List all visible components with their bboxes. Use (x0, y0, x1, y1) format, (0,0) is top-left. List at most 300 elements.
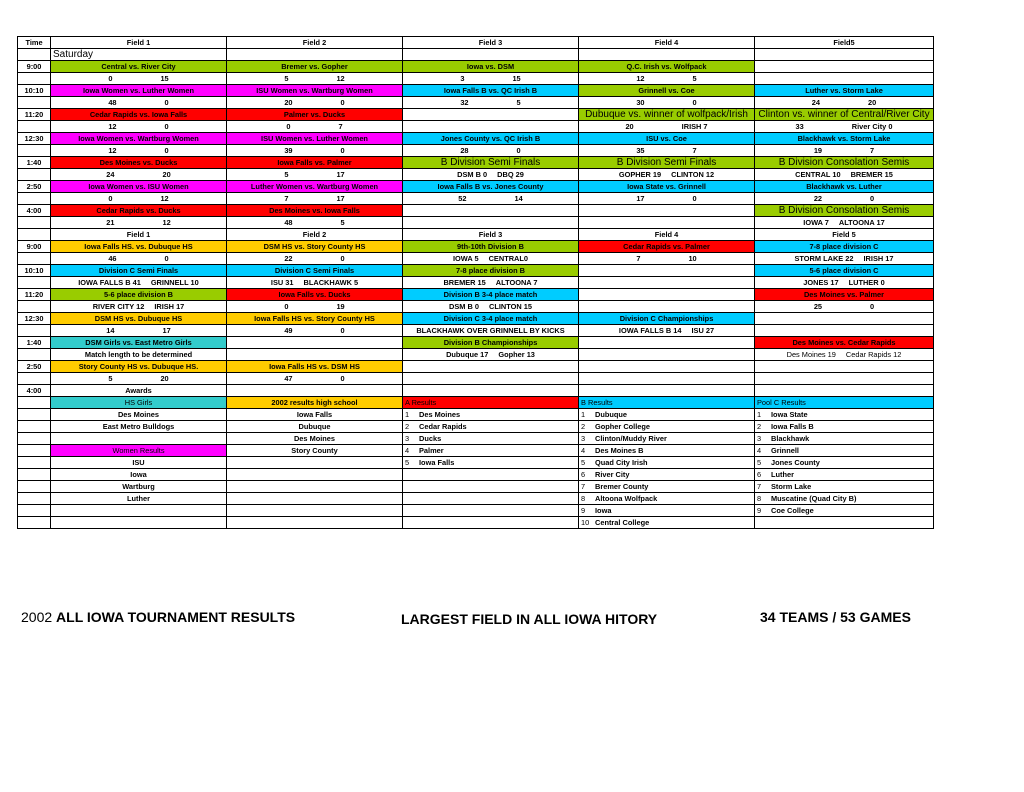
game-cell: Iowa Falls HS vs. DSM HS (227, 361, 403, 373)
time-cell: 11:20 (18, 289, 51, 301)
score-b: BREMER 15 (850, 170, 893, 179)
result-cell: ISU (51, 457, 227, 469)
results-row (18, 493, 934, 505)
score-a: 20 (625, 122, 634, 131)
ranked-result-cell (579, 469, 755, 481)
score-a: DSM B 0 (457, 170, 488, 179)
score-b: 0 (870, 302, 875, 311)
rank-team: Storm Lake (771, 482, 812, 491)
header-cell: Time (18, 37, 51, 49)
result-cell: Des Moines (227, 433, 403, 445)
result-cell: HS Girls (51, 397, 227, 409)
header-cell: Field 2 (227, 37, 403, 49)
score-cell (403, 73, 579, 85)
game-cell: ISU Women vs. Wartburg Women (227, 85, 403, 97)
results-row (18, 505, 934, 517)
score-b: ALTOONA 7 (495, 278, 538, 287)
score-cell (579, 97, 755, 109)
game-cell: DSM HS vs. Dubuque HS (51, 313, 227, 325)
game-cell: Division C Semi Finals (227, 265, 403, 277)
result-cell: Iowa (51, 469, 227, 481)
score-b: 0 (340, 146, 345, 155)
score-b: 7 (870, 146, 875, 155)
game-cell: DSM HS vs. Story County HS (227, 241, 403, 253)
game-cell: Cedar Rapids vs. Ducks (51, 205, 227, 217)
game-cell: DSM Girls vs. East Metro Girls (51, 337, 227, 349)
ranked-result-cell (403, 433, 579, 445)
rank-number: 4 (581, 446, 586, 455)
score-b: 10 (688, 254, 697, 263)
time-cell: 12:30 (18, 313, 51, 325)
time-cell: 2:50 (18, 181, 51, 193)
score-cell (51, 277, 227, 289)
ranked-result-cell (755, 469, 934, 481)
header-cell: Field 4 (579, 229, 755, 241)
score-b: ALTOONA 17 (838, 218, 885, 227)
ranked-result-cell (579, 409, 755, 421)
header-cell: Field 2 (227, 229, 403, 241)
score-b: 0 (164, 254, 169, 263)
ranked-result-cell (403, 505, 579, 517)
game-cell: Iowa Falls vs. Palmer (227, 157, 403, 169)
score-a: 3 (460, 74, 465, 83)
score-b: IRISH 7 (681, 122, 708, 131)
result-cell: Des Moines (51, 409, 227, 421)
rank-number: 2 (581, 422, 586, 431)
score-cell (403, 349, 579, 361)
game-cell: Iowa Falls B vs. QC Irish B (403, 85, 579, 97)
rank-team: Des Moines B (595, 446, 644, 455)
schedule-row (18, 97, 934, 109)
score-cell (579, 193, 755, 205)
result-cell (51, 517, 227, 529)
game-cell (403, 121, 579, 133)
game-cell: Division C Semi Finals (51, 265, 227, 277)
score-cell (51, 325, 227, 337)
score-cell (403, 301, 579, 313)
rank-team: Blackhawk (771, 434, 810, 443)
ranked-result-cell (755, 433, 934, 445)
rank-team: Ducks (419, 434, 442, 443)
footer-right (760, 609, 911, 625)
score-a: 0 (108, 74, 113, 83)
rank-number: 4 (405, 446, 410, 455)
game-cell (755, 361, 934, 373)
rank-number: 2 (405, 422, 410, 431)
score-a: 7 (284, 194, 289, 203)
game-cell: Iowa Falls B vs. Jones County (403, 181, 579, 193)
game-cell: ISU Women vs. Luther Women (227, 133, 403, 145)
score-cell (755, 145, 934, 157)
results-row (18, 481, 934, 493)
score-cell (755, 253, 934, 265)
result-cell (227, 457, 403, 469)
time-cell: 2:50 (18, 361, 51, 373)
score-cell (755, 193, 934, 205)
score-cell (579, 253, 755, 265)
score-b: 0 (164, 98, 169, 107)
rank-number: 5 (581, 458, 586, 467)
score-cell (51, 73, 227, 85)
game-cell: Jones County vs. QC Irish B (403, 133, 579, 145)
game-cell: Awards (51, 385, 227, 397)
score-a: 24 (106, 170, 115, 179)
score-a: 39 (284, 146, 293, 155)
game-cell: Q.C. Irish vs. Wolfpack (579, 61, 755, 73)
score-a: RIVER CITY 12 (92, 302, 145, 311)
game-cell (403, 373, 579, 385)
rank-team: Quad City Irish (595, 458, 648, 467)
rank-team: Gopher College (595, 422, 651, 431)
score-b: 12 (160, 194, 169, 203)
score-a: 52 (458, 194, 467, 203)
result-cell (227, 493, 403, 505)
result-cell: Women Results (51, 445, 227, 457)
game-cell: Division C 3-4 place match (403, 313, 579, 325)
score-b: 0 (692, 194, 697, 203)
schedule-row (18, 253, 934, 265)
score-b: DBQ 29 (497, 170, 524, 179)
score-b: Gopher 13 (498, 350, 535, 359)
score-a: 7 (636, 254, 641, 263)
game-cell: Iowa Falls vs. Ducks (227, 289, 403, 301)
score-b: ISU 27 (691, 326, 715, 335)
score-b: IRISH 17 (863, 254, 894, 263)
score-a: IOWA FALLS B 41 (78, 278, 141, 287)
rank-number: 5 (757, 458, 762, 467)
score-cell (579, 73, 755, 85)
score-a: 12 (108, 122, 117, 131)
score-a: 21 (106, 218, 115, 227)
game-cell: Dubuque vs. winner of wolfpack/Irish (579, 109, 755, 121)
game-cell: Blackhawk vs. Storm Lake (755, 133, 934, 145)
result-cell: Dubuque (227, 421, 403, 433)
ranked-result-cell (403, 517, 579, 529)
time-cell: 9:00 (18, 61, 51, 73)
score-cell (579, 325, 755, 337)
schedule-row (18, 313, 934, 325)
game-cell: Des Moines vs. Iowa Falls (227, 205, 403, 217)
score-a: 5 (108, 374, 113, 383)
rank-team: Luther (771, 470, 794, 479)
score-b: 20 (162, 170, 171, 179)
score-cell (227, 193, 403, 205)
ranked-result-cell (755, 421, 934, 433)
game-cell (403, 205, 579, 217)
score-cell (51, 217, 227, 229)
time-cell: 4:00 (18, 205, 51, 217)
score-b: 0 (692, 98, 697, 107)
game-cell: Cedar Rapids vs. Iowa Falls (51, 109, 227, 121)
game-cell (755, 61, 934, 73)
time-cell (18, 505, 51, 517)
score-b: 12 (336, 74, 345, 83)
ranked-result-cell (403, 457, 579, 469)
score-cell (227, 325, 403, 337)
score-a: IOWA 7 (803, 218, 829, 227)
rank-number: 8 (581, 494, 586, 503)
tournament-schedule-table (17, 36, 934, 529)
result-cell (51, 433, 227, 445)
score-a: ISU 31 (270, 278, 294, 287)
game-cell: Iowa Falls HS. vs. Dubuque HS (51, 241, 227, 253)
score-a: 14 (106, 326, 115, 335)
rank-number: 5 (405, 458, 410, 467)
game-cell: 5-6 place division C (755, 265, 934, 277)
ranked-result-cell (403, 409, 579, 421)
game-cell: Match length to be determined (51, 349, 227, 361)
game-cell: B Division Semi Finals (579, 157, 755, 169)
schedule-row (18, 193, 934, 205)
result-cell (51, 505, 227, 517)
ranked-result-cell (755, 409, 934, 421)
schedule-row (18, 265, 934, 277)
score-a: 46 (108, 254, 117, 263)
score-b: 0 (340, 374, 345, 383)
game-cell: Des Moines vs. Cedar Rapids (755, 337, 934, 349)
empty-cell (227, 49, 403, 61)
game-cell: Iowa Women vs. ISU Women (51, 181, 227, 193)
score-cell (51, 121, 227, 133)
game-cell: Des Moines vs. Palmer (755, 289, 934, 301)
result-cell (227, 481, 403, 493)
rank-team: Cedar Rapids (419, 422, 467, 431)
score-a: 24 (811, 98, 820, 107)
score-a: 32 (460, 98, 469, 107)
time-cell (18, 517, 51, 529)
rank-number: 9 (757, 506, 762, 515)
time-cell (18, 73, 51, 85)
score-a: 28 (460, 146, 469, 155)
rank-team: Coe College (771, 506, 814, 515)
game-cell: Story County HS vs. Dubuque HS. (51, 361, 227, 373)
schedule-row (18, 241, 934, 253)
score-b: River City 0 (851, 122, 893, 131)
score-cell (403, 169, 579, 181)
score-a: IOWA FALLS B 14 (618, 326, 682, 335)
game-cell (755, 325, 934, 337)
score-b: 0 (340, 326, 345, 335)
results-row (18, 469, 934, 481)
rank-team: Des Moines (419, 410, 461, 419)
score-a: JONES 17 (803, 278, 839, 287)
score-a: 19 (813, 146, 823, 155)
results-row (18, 433, 934, 445)
score-a: 22 (284, 254, 293, 263)
result-cell: 2002 results high school (227, 397, 403, 409)
score-b: 5 (692, 74, 697, 83)
rank-number: 3 (581, 434, 586, 443)
time-cell (18, 121, 51, 133)
game-cell (579, 337, 755, 349)
ranked-result-cell (755, 517, 934, 529)
time-cell (18, 493, 51, 505)
score-cell (51, 193, 227, 205)
game-cell: Palmer vs. Ducks (227, 109, 403, 121)
schedule-row (18, 277, 934, 289)
rank-number: 6 (757, 470, 762, 479)
header-cell: Field 1 (51, 229, 227, 241)
day-row (18, 49, 934, 61)
rank-number: 2 (757, 422, 762, 431)
score-a: CENTRAL 10 (795, 170, 841, 179)
rank-team: Iowa State (771, 410, 808, 419)
time-cell (18, 397, 51, 409)
score-b: 0 (516, 146, 521, 155)
game-cell: Division B Championships (403, 337, 579, 349)
game-cell: ISU vs. Coe (579, 133, 755, 145)
ranked-result-cell (579, 481, 755, 493)
ranked-result-cell (403, 469, 579, 481)
score-cell (403, 253, 579, 265)
score-a: 20 (284, 98, 293, 107)
score-cell (755, 121, 934, 133)
ranked-result-cell: Pool C Results (755, 397, 934, 409)
ranked-result-cell (579, 517, 755, 529)
time-cell (18, 253, 51, 265)
rank-number: 7 (581, 482, 586, 491)
score-cell (755, 217, 934, 229)
ranked-result-cell (403, 493, 579, 505)
ranked-result-cell (579, 421, 755, 433)
rank-team: Bremer County (595, 482, 649, 491)
result-cell: Story County (227, 445, 403, 457)
time-cell (18, 373, 51, 385)
time-cell: 10:10 (18, 265, 51, 277)
time-cell (18, 277, 51, 289)
ranked-result-cell (579, 457, 755, 469)
rank-number: 1 (405, 410, 410, 419)
score-b: CLINTON 12 (671, 170, 715, 179)
game-cell: 9th-10th Division B (403, 241, 579, 253)
score-cell (403, 277, 579, 289)
ranked-result-cell: B Results (579, 397, 755, 409)
time-cell: 9:00 (18, 241, 51, 253)
score-b: 15 (160, 74, 169, 83)
rank-number: 10 (581, 518, 590, 527)
ranked-result-cell (755, 505, 934, 517)
rank-team: Iowa (595, 506, 612, 515)
score-b: 17 (336, 170, 345, 179)
schedule-row (18, 181, 934, 193)
game-cell (755, 73, 934, 85)
rank-team: River City (595, 470, 630, 479)
score-a: 48 (284, 218, 293, 227)
game-cell: Luther Women vs. Wartburg Women (227, 181, 403, 193)
time-cell (18, 145, 51, 157)
score-cell (227, 145, 403, 157)
day-label: Saturday (51, 49, 227, 61)
game-cell (227, 337, 403, 349)
header-cell: Field 3 (403, 37, 579, 49)
rank-team: Central College (595, 518, 650, 527)
game-cell: Clinton vs. winner of Central/River City (755, 109, 934, 121)
schedule-row (18, 169, 934, 181)
schedule-row (18, 133, 934, 145)
score-a: Des Moines 19 (786, 350, 836, 359)
result-cell: Wartburg (51, 481, 227, 493)
schedule-row (18, 73, 934, 85)
score-cell (755, 277, 934, 289)
game-cell (755, 373, 934, 385)
footer-center-text: LARGEST FIELD IN ALL IOWA HITORY (401, 611, 658, 627)
ranked-result-cell: A Results (403, 397, 579, 409)
rank-number: 1 (581, 410, 586, 419)
header-cell: Field 5 (755, 229, 934, 241)
rank-number: 8 (757, 494, 762, 503)
game-cell (403, 361, 579, 373)
score-a: 0 (284, 302, 289, 311)
rank-team: Altoona Wolfpack (595, 494, 658, 503)
schedule-row (18, 109, 934, 121)
score-b: 19 (336, 302, 345, 311)
score-cell (227, 73, 403, 85)
score-b: 0 (164, 122, 169, 131)
score-b: GRINNELL 10 (150, 278, 199, 287)
score-a: 5 (284, 74, 289, 83)
empty-cell (403, 49, 579, 61)
schedule-row (18, 301, 934, 313)
score-b: IRISH 17 (154, 302, 185, 311)
game-cell: Iowa Falls HS vs. Story County HS (227, 313, 403, 325)
game-cell: Iowa Women vs. Wartburg Women (51, 133, 227, 145)
score-b: 0 (340, 98, 345, 107)
score-cell (227, 277, 403, 289)
time-cell: 1:40 (18, 337, 51, 349)
time-cell: 1:40 (18, 157, 51, 169)
game-cell (579, 385, 755, 397)
score-cell (227, 301, 403, 313)
score-a: 5 (284, 170, 289, 179)
schedule-row (18, 337, 934, 349)
game-cell: 5-6 place division B (51, 289, 227, 301)
game-cell: Bremer vs. Gopher (227, 61, 403, 73)
game-cell (579, 265, 755, 277)
footer-year: 2002 (21, 609, 53, 625)
game-cell (403, 109, 579, 121)
score-a: 49 (284, 326, 293, 335)
game-cell (755, 313, 934, 325)
rank-team: Palmer (419, 446, 444, 455)
result-cell (227, 517, 403, 529)
ranked-result-cell (755, 445, 934, 457)
score-cell (227, 217, 403, 229)
game-cell: Des Moines vs. Ducks (51, 157, 227, 169)
score-cell (227, 169, 403, 181)
score-cell (579, 169, 755, 181)
game-cell: Central vs. River City (51, 61, 227, 73)
score-cell (227, 97, 403, 109)
footer-right-text: 34 TEAMS / 53 GAMES (760, 609, 911, 625)
score-cell (51, 169, 227, 181)
results-row (18, 445, 934, 457)
game-cell (403, 217, 579, 229)
score-a: 35 (636, 146, 645, 155)
schedule-row (18, 361, 934, 373)
score-cell (227, 253, 403, 265)
schedule-row (18, 385, 934, 397)
schedule-row (18, 85, 934, 97)
results-row (18, 457, 934, 469)
score-a: 25 (813, 302, 823, 311)
ranked-result-cell (403, 481, 579, 493)
time-cell (18, 445, 51, 457)
game-cell: 7-8 place division C (755, 241, 934, 253)
score-a: DSM B 0 (449, 302, 479, 311)
footer-title (21, 609, 295, 625)
ranked-result-cell (403, 421, 579, 433)
game-cell: Luther vs. Storm Lake (755, 85, 934, 97)
